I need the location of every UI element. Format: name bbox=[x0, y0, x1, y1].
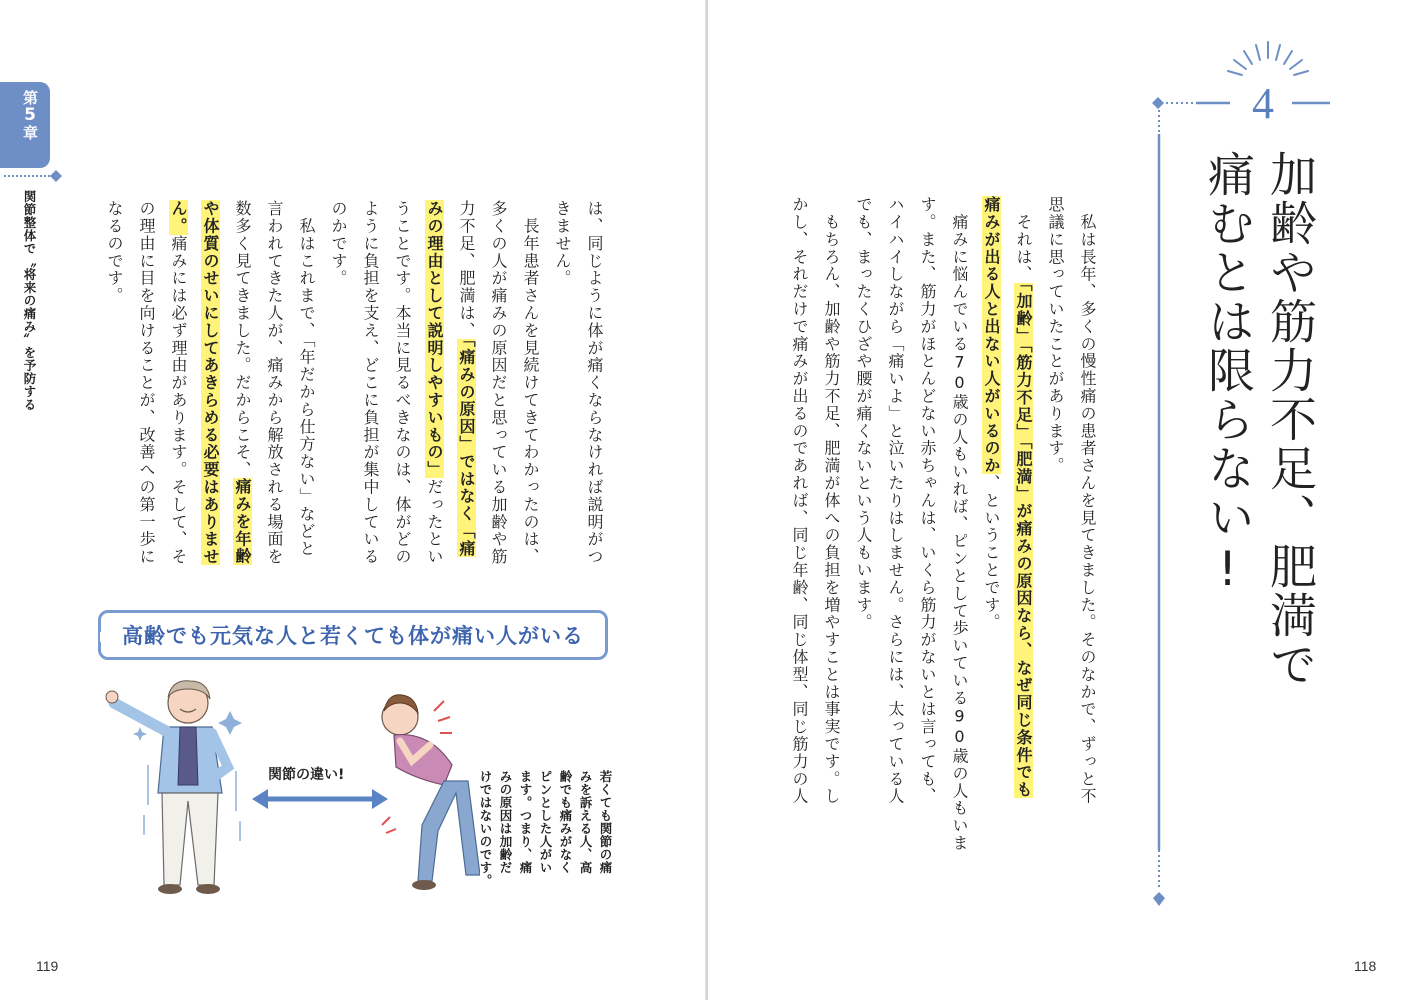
text-line: うことです。本当に見るべきなのは、体がどの bbox=[393, 200, 412, 566]
callout-box bbox=[98, 610, 608, 660]
highlight: や体質のせいにしてあきらめる必要はありませ bbox=[201, 200, 220, 566]
highlight: ん。 bbox=[169, 200, 188, 235]
left-body-text: は、同じように体が痛くならなければ説明がつ きません。 長年患者さんを見続けてきてわかったのは、 多くの人が痛みの原因だと思っている加齢や筋 力不足、肥満は、「痛みの原因」ではなく「痛 みの理由として説明しやすいもの」だったとい うことです。本当に見るべきなのは、体がどの ように負担を支え、どこに負担が集中している のかです。 私はこれまで、「年だから仕方ない」などと 言われてきた人が、痛みから解放される場面を 数多く見てきました。だからこそ、痛みを年齢 や体質のせいにしてあきらめる必要はありませ ん。痛みには必ず理由があります。そして、そ の理由に目を向けることが、改善への第一歩に なるのです。 bbox=[105, 200, 604, 566]
highlight: 「痛みの原因」ではなく「痛 bbox=[457, 339, 476, 558]
illustration-caption: 若くても関節の痛 みを訴える人、高 齢でも痛みがなく ピンとした人がい ます。つまり、痛 みの原因は加齢だ けではないのです。 bbox=[478, 770, 613, 887]
vertical-rule bbox=[1152, 110, 1166, 910]
text-line: 多くの人が痛みの原因だと思っている加齢や筋 bbox=[489, 200, 508, 566]
right-body-text: 私は長年、多くの慢性痛の患者さんを見てきました。そのなかで、ずっと不 思議に思っていたことがあります。 それは、「加齢」「筋力不足」「肥満」が痛みの原因なら、なぜ同じ条件でも 痛みが出る人と出ない人がいるのか、ということです。 痛みに悩んでいる70歳の人もいれば、ピンとして歩いている90歳の人もいま す。また、筋力がほとんどない赤ちゃんは、いくら筋力がないとは言っても、 ハイハイしながら「痛いよ」と泣いたりはしません。さらには、太っている人 でも、まったくひざや腰が痛くないという人もいます。 もちろん、加齢や筋力不足、肥満が体への負担を増やすことは事実です。し かし、それだけで痛みが出るのであれば、同じ年齢、同じ体型、同じ筋力の人 bbox=[790, 196, 1097, 852]
young-woman-figure bbox=[382, 695, 480, 890]
section-number: 4 bbox=[1252, 79, 1274, 128]
page-number: 119 bbox=[36, 958, 59, 974]
text-line: す。また、筋力がほとんどない赤ちゃんは、いくら筋力がないとは言っても、 bbox=[918, 196, 937, 805]
text-line: 私はこれまで、「年だから仕方ない」などと bbox=[297, 200, 316, 558]
text-line: の理由に目を向けることが、改善への第一歩に bbox=[137, 200, 156, 566]
text-line: 言われてきた人が、痛みから解放される場面を bbox=[265, 200, 284, 566]
text-line: ハイハイしながら「痛いよ」と泣いたりはしません。さらには、太っている人 bbox=[886, 196, 905, 805]
text-line: 私は長年、多くの慢性痛の患者さんを見てきました。そのなかで、ずっと不 bbox=[1078, 196, 1097, 805]
highlight: 痛みを年齢 bbox=[233, 478, 252, 566]
text-line: 長年患者さんを見続けてきてわかったのは、 bbox=[521, 200, 540, 566]
diamond-icon bbox=[50, 170, 62, 182]
elderly-woman-figure bbox=[106, 681, 242, 894]
highlight: みの理由として説明しやすいもの」 bbox=[425, 200, 444, 479]
section-heading: 加齢や筋力不足、肥満で 痛むとは限らない! bbox=[1200, 150, 1317, 689]
text-line: きません。 bbox=[553, 200, 572, 287]
highlight: 「加齢」「筋力不足」「肥満」が痛みの原因なら、なぜ同じ条件でも bbox=[1014, 283, 1033, 799]
chapter-title: 関節整体で〝将来の痛み〟を予防する bbox=[22, 190, 37, 411]
chapter-dotted-rule bbox=[4, 175, 54, 179]
text-line: は、同じように体が痛くならなければ説明がつ bbox=[585, 200, 604, 566]
text-line: もちろん、加齢や筋力不足、肥満が体への負担を増やすことは事実です。し bbox=[822, 196, 841, 805]
illustration-label: 関節の違い! bbox=[268, 767, 345, 783]
text-line: 痛みに悩んでいる70歳の人もいれば、ピンとして歩いている90歳の人もいま bbox=[950, 196, 969, 852]
text-line: のかです。 bbox=[329, 200, 348, 287]
right-page bbox=[708, 0, 1415, 1000]
chapter-number: 第5章 bbox=[20, 90, 40, 140]
highlight: 痛みが出る人と出ない人がいるのか bbox=[982, 196, 1001, 475]
sunburst-ornament bbox=[1218, 36, 1318, 82]
text-line: 思議に思っていたことがあります。 bbox=[1046, 196, 1065, 475]
illustration bbox=[100, 675, 480, 900]
text-line: なるのです。 bbox=[105, 200, 124, 305]
text-line: 数多く見てきました。だからこそ、 bbox=[233, 200, 252, 479]
page-number: 118 bbox=[1354, 958, 1377, 974]
text-line: でも、まったくひざや腰が痛くないという人もいます。 bbox=[854, 196, 873, 631]
double-arrow-icon bbox=[252, 789, 388, 809]
left-page bbox=[0, 0, 707, 1000]
callout-title: 高齢でも元気な人と若くても体が痛い人がいる bbox=[122, 624, 584, 648]
text-line: ように負担を支え、どこに負担が集中している bbox=[361, 200, 380, 566]
text-line: 力不足、肥満は、 bbox=[457, 200, 476, 340]
text-line: かし、それだけで痛みが出るのであれば、同じ年齢、同じ体型、同じ筋力の人 bbox=[790, 196, 809, 805]
